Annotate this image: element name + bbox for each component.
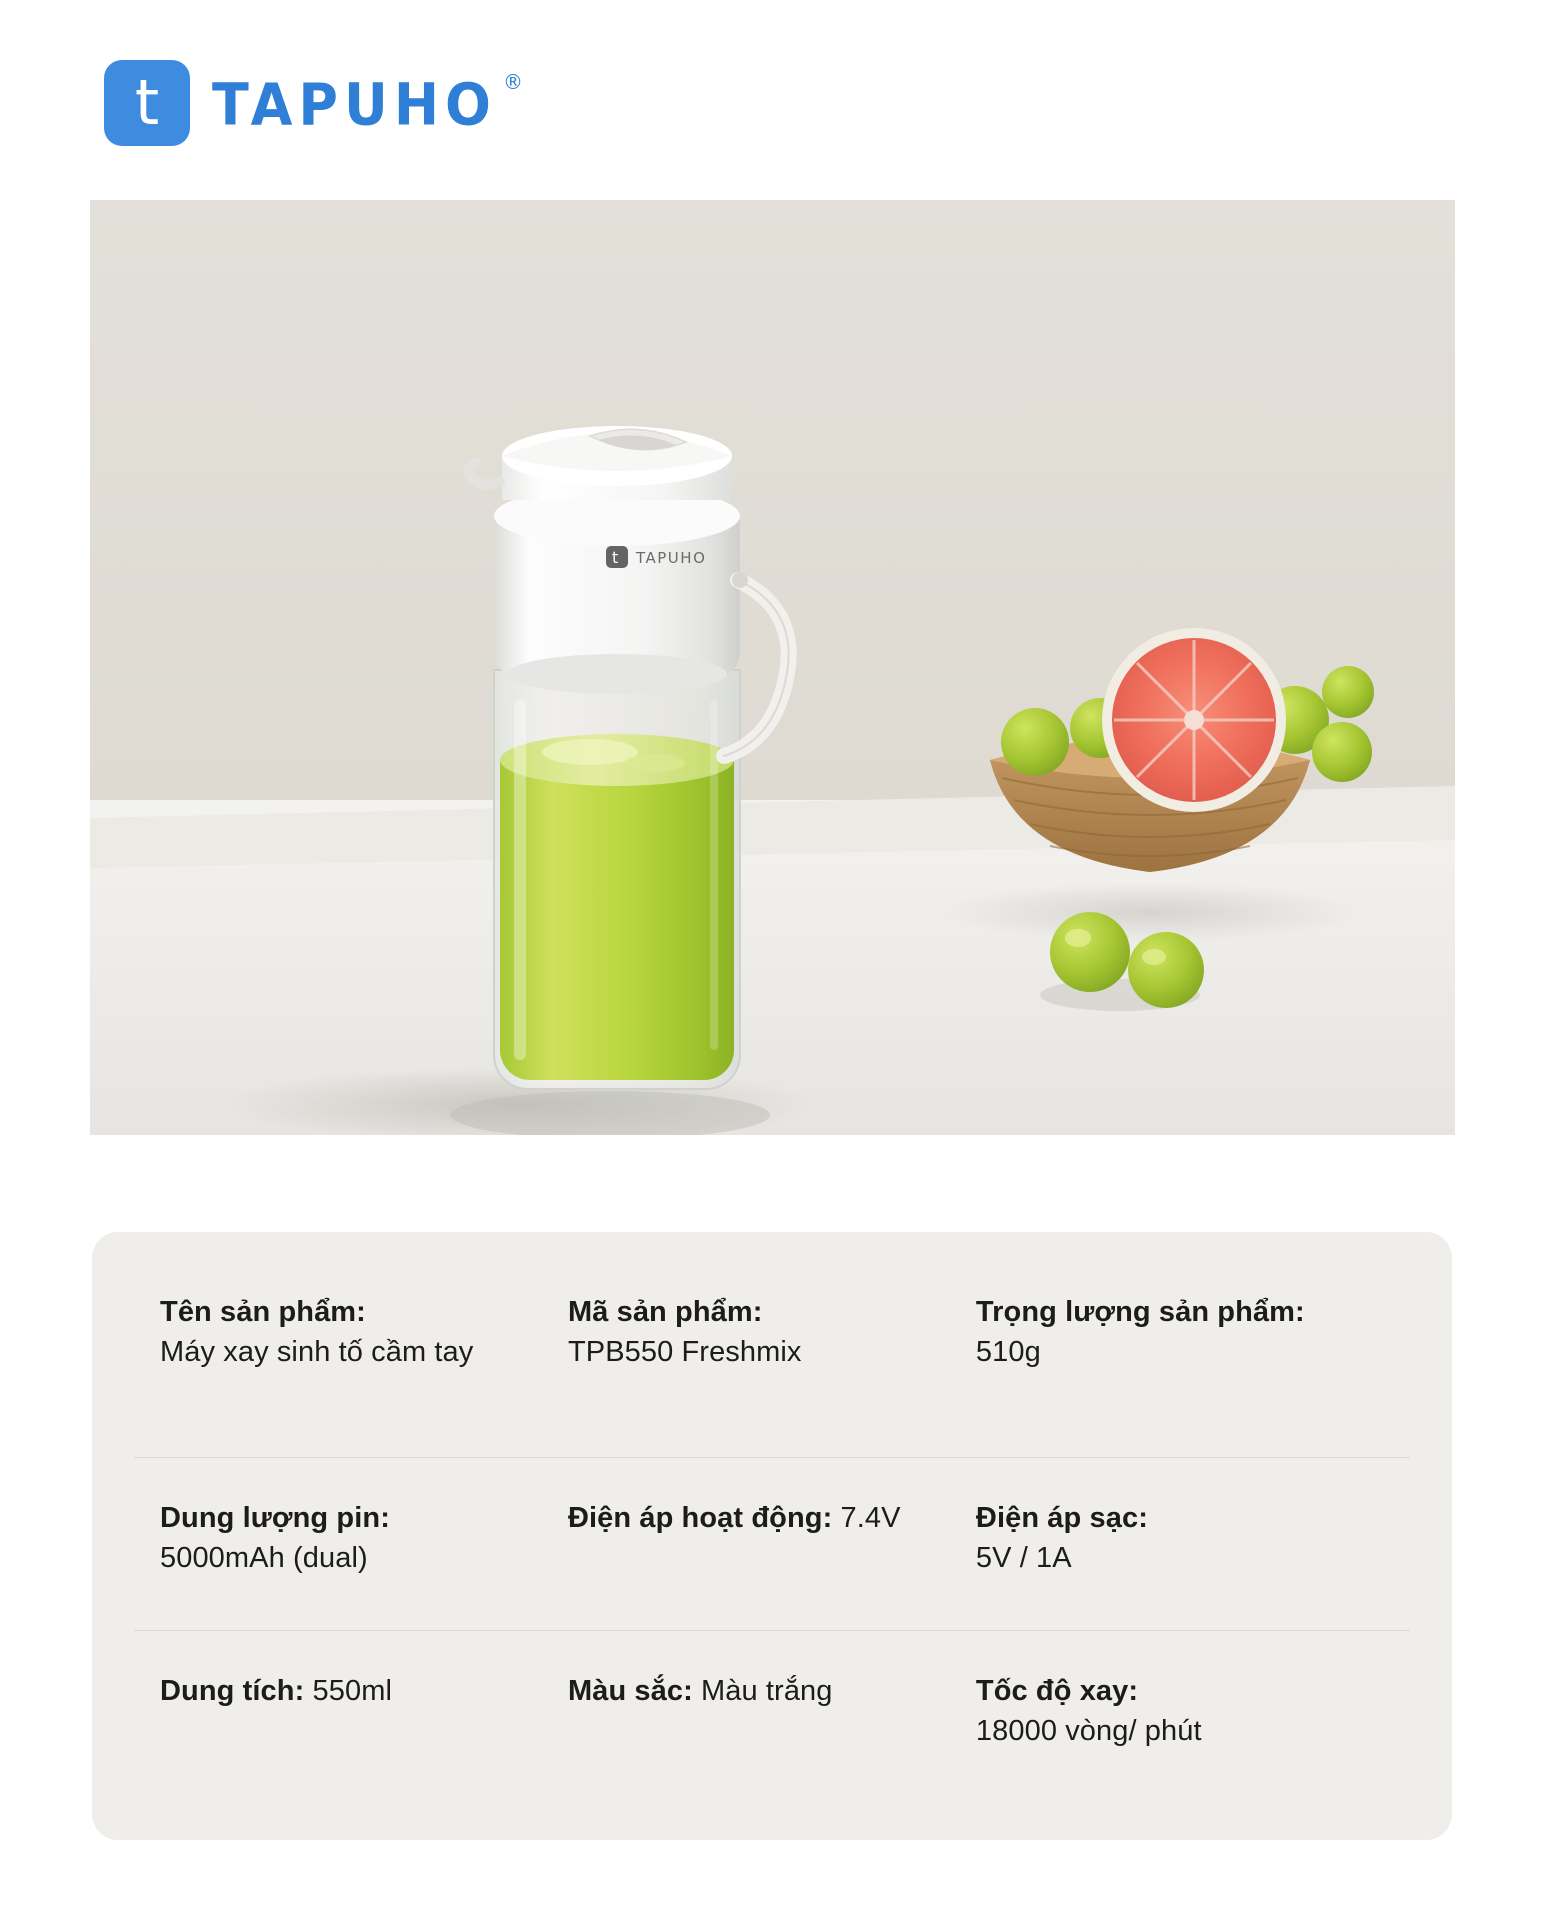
- spec-cell-product-name: [160, 1292, 568, 1372]
- registered-mark-icon: ®: [502, 70, 523, 94]
- tapuho-logo-icon: [104, 60, 190, 146]
- spec-cell-color: [568, 1671, 976, 1711]
- brand-wordmark-text: TAPUHO: [212, 70, 497, 139]
- spec-label: Dung tích:: [160, 1675, 305, 1707]
- spec-cell-charging-voltage: [976, 1498, 1384, 1578]
- spec-label: Điện áp hoạt động:: [567, 1502, 833, 1534]
- spec-value: 5V / 1A: [975, 1542, 1072, 1575]
- product-hero-image: [90, 200, 1455, 1135]
- spec-label: Trọng lượng sản phẩm:: [975, 1296, 1305, 1328]
- spec-label: Tốc độ xay:: [975, 1675, 1139, 1707]
- spec-label: Điện áp sạc:: [975, 1502, 1148, 1534]
- svg-text:TAPUHO: TAPUHO: [636, 549, 707, 567]
- spec-cell-blend-speed: [976, 1671, 1384, 1751]
- svg-text:t: t: [612, 548, 619, 567]
- spec-label: Màu sắc:: [567, 1675, 693, 1707]
- spec-label: Tên sản phẩm:: [160, 1296, 366, 1328]
- spec-value: Máy xay sinh tố cầm tay: [160, 1336, 474, 1369]
- spec-row: [134, 1457, 1410, 1630]
- spec-value: 5000mAh (dual): [160, 1542, 368, 1575]
- spec-row: [134, 1630, 1410, 1803]
- spec-value: 550ml: [312, 1675, 393, 1707]
- spec-cell-volume: [160, 1671, 568, 1711]
- spec-cell-battery-capacity: [160, 1498, 568, 1578]
- spec-label: Dung lượng pin:: [160, 1502, 390, 1534]
- spec-value: Màu trắng: [701, 1675, 833, 1707]
- brand-header: [104, 60, 523, 146]
- brand-wordmark: [212, 70, 523, 139]
- spec-cell-operating-voltage: [568, 1498, 976, 1538]
- spec-cell-product-code: [568, 1292, 976, 1372]
- hero-illustration: [90, 200, 1455, 1135]
- spec-label: Mã sản phẩm:: [567, 1296, 763, 1328]
- specifications-card: [92, 1232, 1452, 1840]
- spec-cell-weight: [976, 1292, 1384, 1372]
- spec-value: 7.4V: [840, 1502, 901, 1534]
- spec-value: TPB550 Freshmix: [567, 1336, 802, 1369]
- spec-value: 18000 vòng/ phút: [975, 1715, 1202, 1748]
- logo-letter: t: [134, 66, 160, 139]
- product-logo-icon: [606, 546, 706, 568]
- spec-row: [134, 1284, 1410, 1457]
- spec-value: 510g: [975, 1336, 1041, 1369]
